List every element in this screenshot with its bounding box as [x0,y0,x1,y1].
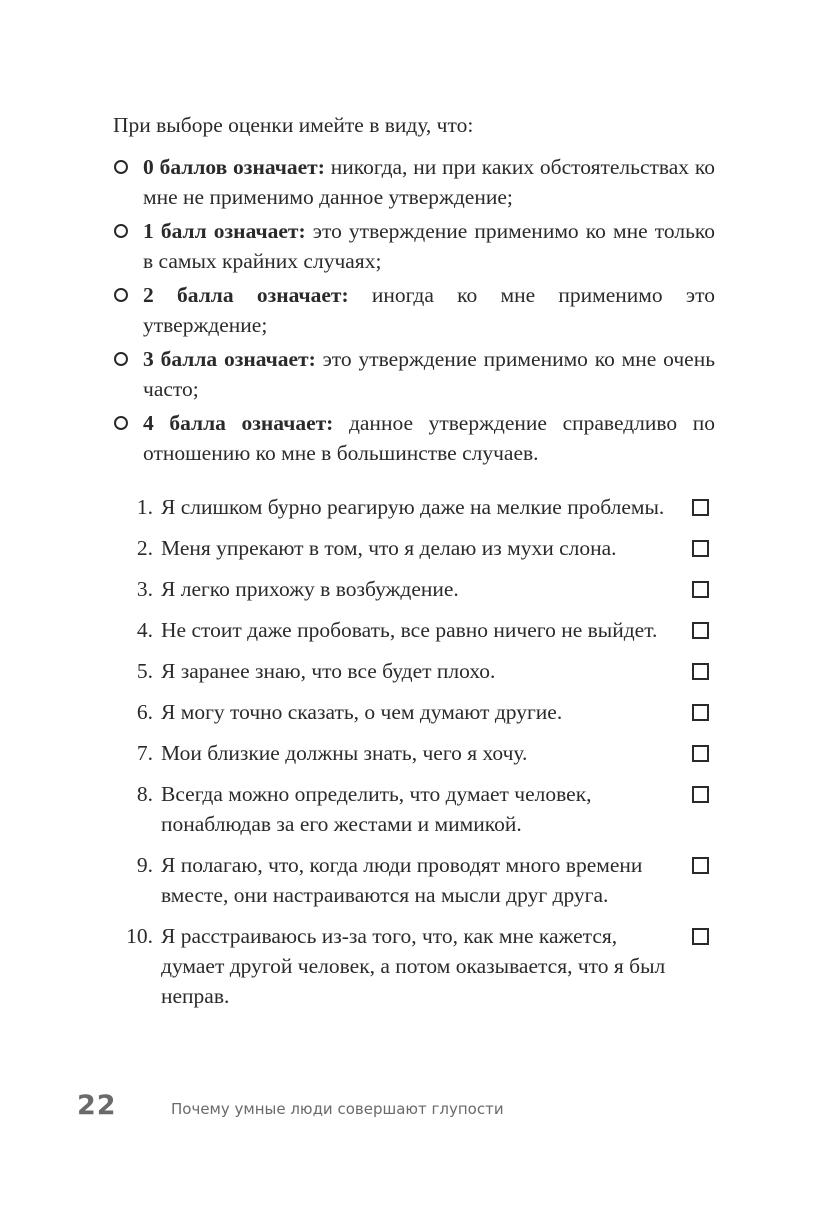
question-text: Я легко прихожу в возбуждение. [161,577,459,601]
questionnaire-list [113,492,715,1022]
circle-bullet-icon [114,160,128,174]
circle-bullet-icon [114,416,128,430]
answer-checkbox[interactable] [692,622,709,639]
question-item-5 [113,656,715,686]
scale-item-0 [113,152,715,212]
question-text: Я заранее знаю, что все будет плохо. [161,659,496,683]
question-number: 2. [136,536,153,560]
question-number: 10. [126,924,153,948]
scale-label: 0 баллов означает: [143,155,325,179]
answer-checkbox[interactable] [692,745,709,762]
scale-legend-list [113,152,715,472]
scale-item-4 [113,408,715,468]
question-text: Меня упрекают в том, что я делаю из мухи слона. [161,536,617,560]
answer-checkbox[interactable] [692,499,709,516]
question-item-1 [113,492,715,522]
question-number: 1. [136,495,153,519]
answer-checkbox[interactable] [692,928,709,945]
question-text: Не стоит даже пробовать, все равно ничего не выйдет. [161,618,658,642]
question-number: 9. [136,853,153,877]
answer-checkbox[interactable] [692,704,709,721]
intro-text: При выборе оценки имейте в виду, что: [113,113,474,137]
question-number: 8. [136,782,153,806]
question-number: 5. [136,659,153,683]
question-text: Я могу точно сказать, о чем думают другие. [161,700,563,724]
question-text: Я полагаю, что, когда люди проводят много времени вместе, они настраиваются на мысли друг друга. [161,853,643,907]
question-text: Я расстраиваюсь из-за того, что, как мне кажется, думает другой человек, а потом оказывается, что я был неправ. [161,924,666,1008]
question-item-8 [113,779,715,839]
question-item-10 [113,921,715,1011]
question-item-3 [113,574,715,604]
question-text: Я слишком бурно реагирую даже на мелкие проблемы. [161,495,665,519]
scale-description: иногда ко мне применимо это утверждение; [143,283,715,337]
answer-checkbox[interactable] [692,663,709,680]
scale-description: это утверждение применимо ко мне очень часто; [143,347,716,401]
running-title: Почему умные люди совершают глупости [171,1100,504,1118]
page-number: 22 [77,1090,117,1121]
question-item-6 [113,697,715,727]
scale-label: 4 балла означает: [143,411,334,435]
answer-checkbox[interactable] [692,540,709,557]
question-text: Всегда можно определить, что думает человек, понаблюдав за его жестами и мимикой. [161,782,592,836]
scale-label: 1 балл означает: [143,219,306,243]
question-item-9 [113,850,715,910]
scale-item-2 [113,280,715,340]
scale-item-1 [113,216,715,276]
scale-description: это утверждение применимо ко мне только в самых крайних случаях; [143,219,715,273]
scale-item-3 [113,344,715,404]
answer-checkbox[interactable] [692,857,709,874]
scale-label: 2 балла означает: [143,283,349,307]
answer-checkbox[interactable] [692,786,709,803]
question-number: 7. [136,741,153,765]
scale-label: 3 балла означает: [143,347,316,371]
question-text: Мои близкие должны знать, чего я хочу. [161,741,528,765]
scale-description: данное утверждение справедливо по отношению ко мне в большинстве случаев. [143,411,715,465]
question-number: 6. [136,700,153,724]
question-item-4 [113,615,715,645]
question-number: 4. [136,618,153,642]
circle-bullet-icon [114,352,128,366]
question-item-2 [113,533,715,563]
scale-description: никогда, ни при каких обстоятельствах ко мне не применимо данное утверждение; [143,155,715,209]
question-item-7 [113,738,715,768]
circle-bullet-icon [114,288,128,302]
circle-bullet-icon [114,224,128,238]
answer-checkbox[interactable] [692,581,709,598]
question-number: 3. [136,577,153,601]
